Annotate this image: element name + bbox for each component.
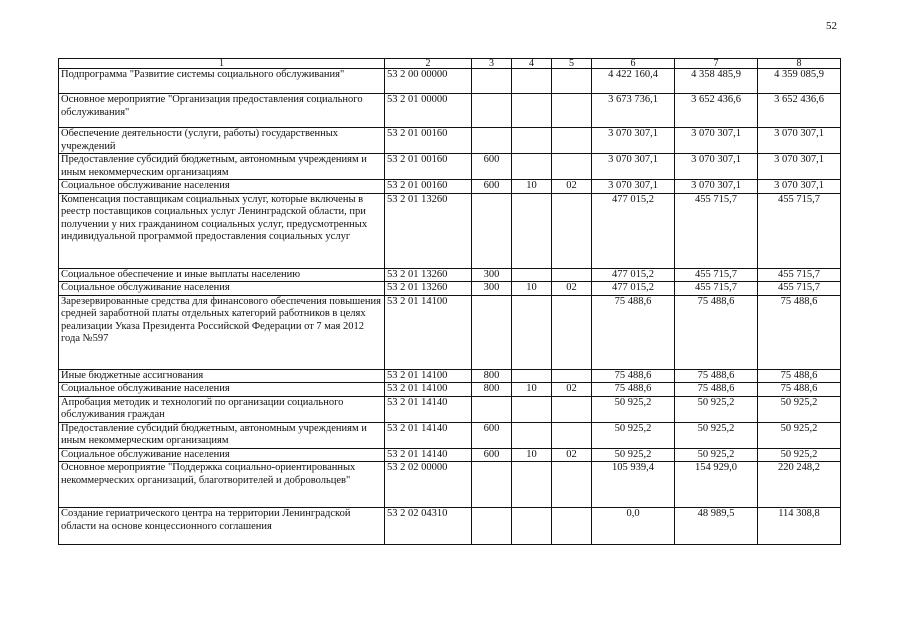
table-row [59, 282, 841, 296]
table-row [59, 295, 841, 369]
row-subsection [552, 462, 592, 508]
row-amount-col7: 75 488,6 [675, 369, 758, 383]
table-row [59, 180, 841, 194]
row-expense-type [472, 462, 512, 508]
row-amount-col8: 75 488,6 [758, 295, 841, 369]
row-amount-col6: 3 070 307,1 [592, 154, 675, 180]
row-amount-col7: 50 925,2 [675, 448, 758, 462]
table-row [59, 422, 841, 448]
row-expense-type: 600 [472, 180, 512, 194]
table-row [59, 383, 841, 397]
row-code: 53 2 01 14100 [385, 295, 472, 369]
row-section [512, 295, 552, 369]
row-subsection: 02 [552, 282, 592, 296]
row-amount-col8: 455 715,7 [758, 193, 841, 268]
row-name: Зарезервированные средства для финансового обеспечения повышения средней заработной платы отдельных категорий работников в целях реализации Указа Президента Российской Федерации от 7 мая 2012 года №597 [59, 295, 385, 369]
row-name: Социальное обслуживание населения [59, 282, 385, 296]
column-header: 8 [758, 59, 841, 69]
row-amount-col8: 3 070 307,1 [758, 180, 841, 194]
table-row [59, 448, 841, 462]
row-amount-col8: 4 359 085,9 [758, 69, 841, 94]
row-section [512, 69, 552, 94]
row-name: Подпрограмма "Развитие системы социального обслуживания" [59, 69, 385, 94]
row-subsection: 02 [552, 448, 592, 462]
row-expense-type [472, 295, 512, 369]
row-expense-type [472, 69, 512, 94]
row-name: Создание гериатрического центра на территории Ленинградской области на основе концессионного соглашения [59, 508, 385, 545]
row-amount-col7: 50 925,2 [675, 422, 758, 448]
table-row [59, 94, 841, 128]
row-section [512, 154, 552, 180]
row-expense-type: 600 [472, 448, 512, 462]
row-amount-col7: 455 715,7 [675, 268, 758, 282]
row-code: 53 2 01 14140 [385, 396, 472, 422]
row-code: 53 2 01 14100 [385, 383, 472, 397]
row-amount-col8: 75 488,6 [758, 369, 841, 383]
row-amount-col8: 455 715,7 [758, 268, 841, 282]
row-code: 53 2 01 14140 [385, 448, 472, 462]
row-amount-col8: 50 925,2 [758, 396, 841, 422]
row-code: 53 2 02 00000 [385, 462, 472, 508]
row-name: Основное мероприятие "Поддержка социально-ориентированных некоммерческих организаций, благотворителей и добровольцев" [59, 462, 385, 508]
row-amount-col6: 3 070 307,1 [592, 180, 675, 194]
row-amount-col6: 50 925,2 [592, 396, 675, 422]
row-code: 53 2 01 14100 [385, 369, 472, 383]
column-header: 1 [59, 59, 385, 69]
row-subsection [552, 268, 592, 282]
row-amount-col8: 3 652 436,6 [758, 94, 841, 128]
row-amount-col6: 477 015,2 [592, 268, 675, 282]
column-header: 4 [512, 59, 552, 69]
row-amount-col7: 48 989,5 [675, 508, 758, 545]
row-name: Компенсация поставщикам социальных услуг, которые включены в реестр поставщиков социальных услуг Ленинградской области, при получении у них гражданином социальных услуг, предусмотренных индивидуальной программой предоставления социальных услуг [59, 193, 385, 268]
row-expense-type: 300 [472, 268, 512, 282]
row-amount-col7: 50 925,2 [675, 396, 758, 422]
column-header: 3 [472, 59, 512, 69]
row-code: 53 2 01 13260 [385, 193, 472, 268]
row-amount-col7: 75 488,6 [675, 383, 758, 397]
page-number: 52 [826, 20, 837, 32]
row-section: 10 [512, 282, 552, 296]
table-row [59, 369, 841, 383]
row-amount-col8: 75 488,6 [758, 383, 841, 397]
row-subsection [552, 369, 592, 383]
row-amount-col7: 3 070 307,1 [675, 180, 758, 194]
row-amount-col7: 154 929,0 [675, 462, 758, 508]
row-subsection [552, 422, 592, 448]
row-expense-type: 800 [472, 383, 512, 397]
row-name: Предоставление субсидий бюджетным, автономным учреждениям и иным некоммерческим организациям [59, 154, 385, 180]
budget-table [58, 58, 841, 545]
table-row [59, 69, 841, 94]
column-header: 5 [552, 59, 592, 69]
row-code: 53 2 01 14140 [385, 422, 472, 448]
row-amount-col6: 75 488,6 [592, 295, 675, 369]
row-name: Основное мероприятие "Организация предоставления социального обслуживания" [59, 94, 385, 128]
row-amount-col8: 220 248,2 [758, 462, 841, 508]
row-code: 53 2 01 13260 [385, 268, 472, 282]
row-section [512, 94, 552, 128]
row-section [512, 369, 552, 383]
table-row [59, 508, 841, 545]
row-section [512, 462, 552, 508]
row-amount-col6: 3 673 736,1 [592, 94, 675, 128]
row-expense-type [472, 94, 512, 128]
row-amount-col8: 3 070 307,1 [758, 154, 841, 180]
row-expense-type: 600 [472, 154, 512, 180]
table-row [59, 396, 841, 422]
table-row [59, 154, 841, 180]
row-section [512, 396, 552, 422]
row-code: 53 2 01 00000 [385, 94, 472, 128]
row-amount-col6: 75 488,6 [592, 369, 675, 383]
row-amount-col6: 477 015,2 [592, 193, 675, 268]
row-amount-col6: 50 925,2 [592, 448, 675, 462]
row-amount-col8: 50 925,2 [758, 448, 841, 462]
row-code: 53 2 01 13260 [385, 282, 472, 296]
row-amount-col6: 50 925,2 [592, 422, 675, 448]
row-amount-col8: 455 715,7 [758, 282, 841, 296]
row-amount-col6: 477 015,2 [592, 282, 675, 296]
row-amount-col6: 4 422 160,4 [592, 69, 675, 94]
row-amount-col7: 4 358 485,9 [675, 69, 758, 94]
row-name: Обеспечение деятельности (услуги, работы) государственных учреждений [59, 128, 385, 154]
row-expense-type: 300 [472, 282, 512, 296]
row-expense-type: 800 [472, 369, 512, 383]
row-section [512, 193, 552, 268]
row-section: 10 [512, 383, 552, 397]
row-name: Социальное обслуживание населения [59, 180, 385, 194]
row-amount-col6: 105 939,4 [592, 462, 675, 508]
row-name: Предоставление субсидий бюджетным, автономным учреждениям и иным некоммерческим организациям [59, 422, 385, 448]
row-section [512, 128, 552, 154]
column-header: 7 [675, 59, 758, 69]
row-code: 53 2 01 00160 [385, 128, 472, 154]
table-row [59, 193, 841, 268]
row-expense-type [472, 396, 512, 422]
row-amount-col7: 3 070 307,1 [675, 128, 758, 154]
column-header: 2 [385, 59, 472, 69]
row-section: 10 [512, 448, 552, 462]
table-row [59, 462, 841, 508]
row-code: 53 2 01 00160 [385, 154, 472, 180]
row-subsection: 02 [552, 180, 592, 194]
row-code: 53 2 01 00160 [385, 180, 472, 194]
row-subsection [552, 94, 592, 128]
row-name: Иные бюджетные ассигнования [59, 369, 385, 383]
row-amount-col7: 3 070 307,1 [675, 154, 758, 180]
column-number-row [59, 59, 841, 69]
row-subsection: 02 [552, 383, 592, 397]
row-expense-type [472, 508, 512, 545]
table-body [59, 59, 841, 545]
row-name: Социальное обеспечение и иные выплаты населению [59, 268, 385, 282]
row-amount-col7: 75 488,6 [675, 295, 758, 369]
row-amount-col7: 455 715,7 [675, 193, 758, 268]
row-expense-type [472, 193, 512, 268]
row-name: Апробация методик и технологий по организации социального обслуживания граждан [59, 396, 385, 422]
row-subsection [552, 508, 592, 545]
row-amount-col8: 3 070 307,1 [758, 128, 841, 154]
row-amount-col8: 114 308,8 [758, 508, 841, 545]
row-section [512, 268, 552, 282]
row-subsection [552, 154, 592, 180]
row-expense-type [472, 128, 512, 154]
row-subsection [552, 193, 592, 268]
row-amount-col6: 75 488,6 [592, 383, 675, 397]
row-subsection [552, 396, 592, 422]
row-section: 10 [512, 180, 552, 194]
row-amount-col8: 50 925,2 [758, 422, 841, 448]
row-name: Социальное обслуживание населения [59, 448, 385, 462]
table-row [59, 268, 841, 282]
row-subsection [552, 69, 592, 94]
row-expense-type: 600 [472, 422, 512, 448]
table-row [59, 128, 841, 154]
row-subsection [552, 295, 592, 369]
row-amount-col6: 0,0 [592, 508, 675, 545]
row-section [512, 508, 552, 545]
row-section [512, 422, 552, 448]
row-amount-col6: 3 070 307,1 [592, 128, 675, 154]
row-amount-col7: 455 715,7 [675, 282, 758, 296]
row-amount-col7: 3 652 436,6 [675, 94, 758, 128]
row-code: 53 2 00 00000 [385, 69, 472, 94]
row-subsection [552, 128, 592, 154]
row-name: Социальное обслуживание населения [59, 383, 385, 397]
row-code: 53 2 02 04310 [385, 508, 472, 545]
column-header: 6 [592, 59, 675, 69]
